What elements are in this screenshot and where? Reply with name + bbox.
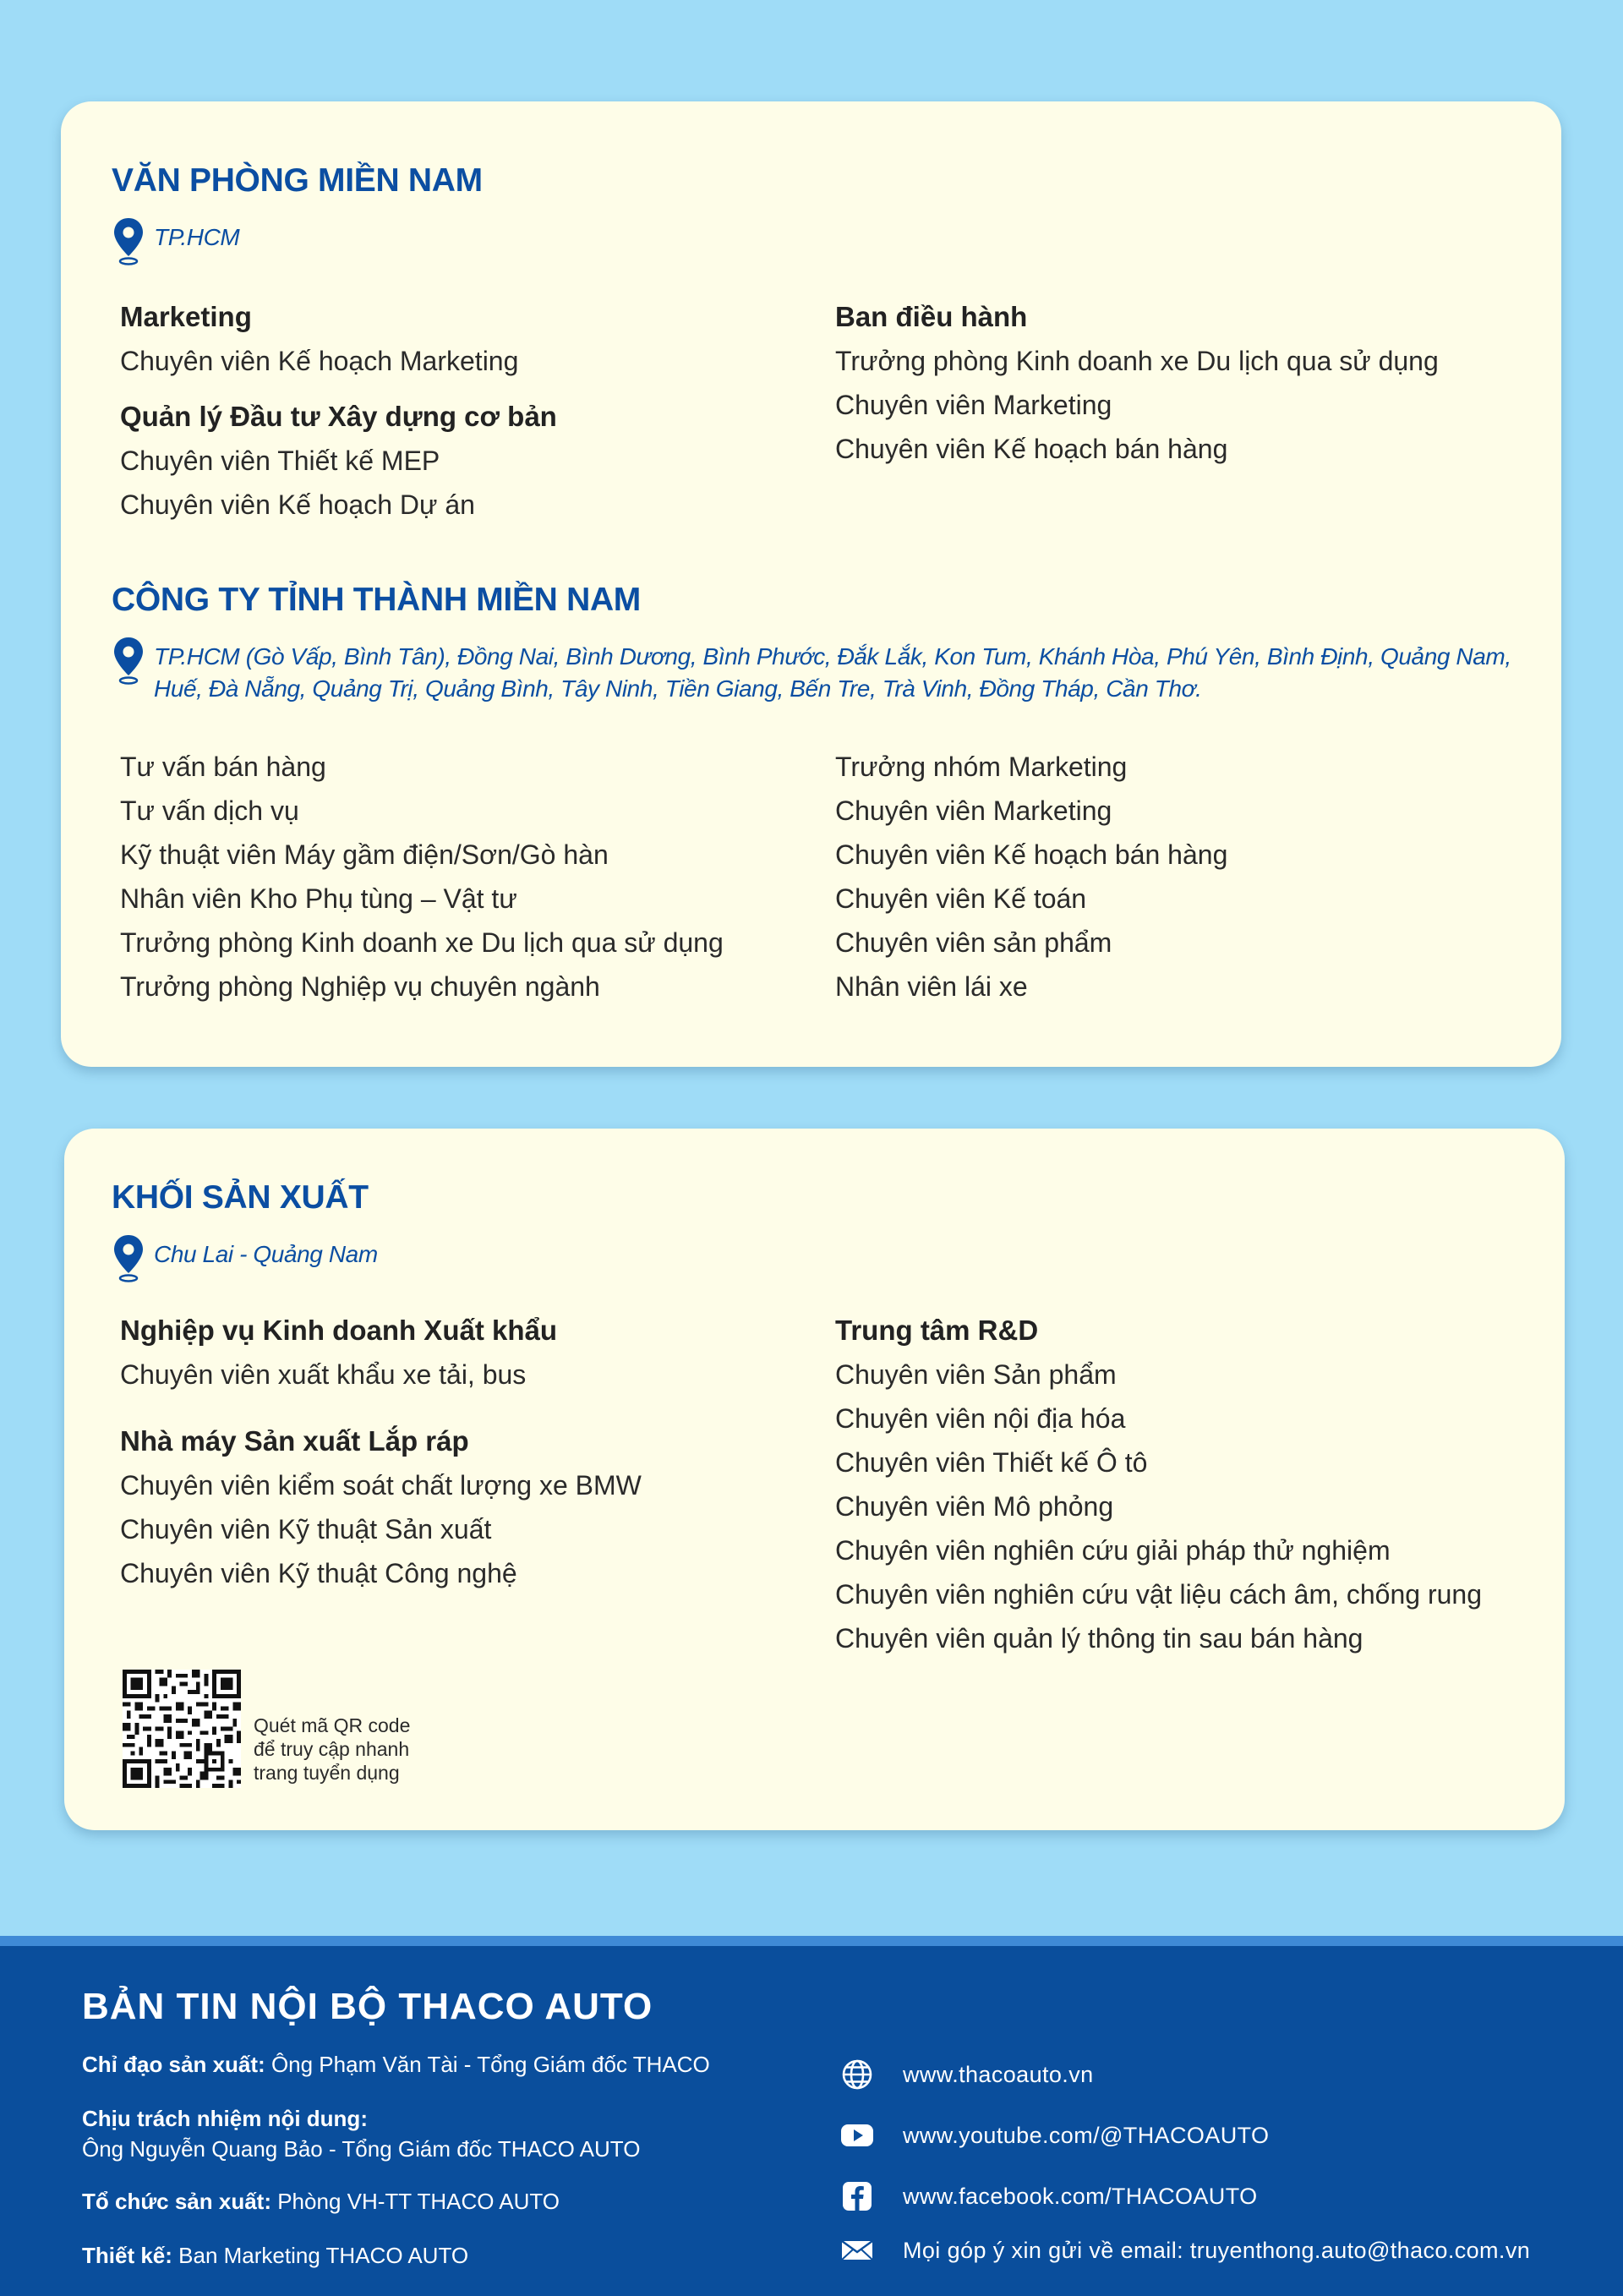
production-right-column	[835, 1309, 1482, 1660]
newsletter-title: BẢN TIN NỘI BỘ THACO AUTO	[82, 1986, 653, 2027]
facebook-icon	[840, 2179, 874, 2213]
location-south-office	[112, 221, 1557, 269]
website-link[interactable]: www.thacoauto.vn	[903, 2061, 1094, 2087]
credit-design: Thiết kế: Ban Marketing THACO AUTO	[82, 2243, 469, 2268]
job-item: Tư vấn bán hàng	[120, 752, 326, 782]
dept-heading: Nghiệp vụ Kinh doanh Xuất khẩu	[120, 1315, 558, 1346]
dept-heading: Trung tâm R&D	[835, 1315, 1039, 1346]
credit-production-director: Chỉ đạo sản xuất: Ông Phạm Văn Tài - Tổng Giám đốc THACO	[82, 2052, 710, 2077]
job-item: Nhân viên Kho Phụ tùng – Vật tư	[120, 883, 517, 914]
location-province-companies	[112, 641, 1557, 705]
job-item: Chuyên viên Thiết kế Ô tô	[835, 1447, 1148, 1478]
contact-facebook[interactable]	[840, 2179, 1258, 2213]
job-item: Chuyên viên xuất khẩu xe tải, bus	[120, 1359, 527, 1390]
dept-heading: Marketing	[120, 301, 252, 332]
newsletter-footer	[0, 1936, 1623, 2296]
section-title-production: KHỐI SẢN XUẤT	[112, 1179, 369, 1216]
mail-icon	[840, 2233, 874, 2267]
job-item: Chuyên viên Kế hoạch Marketing	[120, 346, 519, 376]
job-item: Chuyên viên nghiên cứu giải pháp thử nghiệm	[835, 1535, 1391, 1566]
location-text: Chu Lai - Quảng Nam	[154, 1241, 378, 1267]
dept-heading: Nhà máy Sản xuất Lắp ráp	[120, 1425, 469, 1457]
credit-production-organizer: Tổ chức sản xuất: Phòng VH-TT THACO AUTO	[82, 2189, 560, 2214]
job-item: Chuyên viên nội địa hóa	[835, 1403, 1126, 1434]
section-title-south-office: VĂN PHÒNG MIỀN NAM	[112, 162, 483, 199]
job-item: Trưởng nhóm Marketing	[835, 752, 1128, 782]
facebook-link[interactable]: www.facebook.com/THACOAUTO	[903, 2183, 1258, 2209]
dept-heading: Ban điều hành	[835, 301, 1028, 332]
job-item: Chuyên viên Sản phẩm	[835, 1359, 1117, 1390]
job-item: Chuyên viên Marketing	[835, 795, 1112, 826]
job-item: Chuyên viên Kế hoạch bán hàng	[835, 434, 1228, 464]
youtube-link[interactable]: www.youtube.com/@THACOAUTO	[903, 2122, 1270, 2148]
job-item: Nhân viên lái xe	[835, 971, 1028, 1002]
location-pin-icon	[112, 216, 145, 269]
dept-heading: Quản lý Đầu tư Xây dựng cơ bản	[120, 401, 557, 432]
job-item: Chuyên viên Kế hoạch bán hàng	[835, 839, 1228, 870]
job-item: Trưởng phòng Kinh doanh xe Du lịch qua sử dụng	[120, 927, 724, 958]
credit-content-responsibility: Chịu trách nhiệm nội dung: Ông Nguyễn Quang Bảo - Tổng Giám đốc THACO AUTO	[82, 2106, 641, 2162]
contact-email[interactable]	[840, 2233, 1530, 2267]
job-item: Chuyên viên Thiết kế MEP	[120, 446, 440, 476]
location-pin-icon	[112, 636, 145, 688]
qr-caption: Quét mã QR code để truy cập nhanh trang tuyển dụng	[254, 1714, 411, 1784]
job-item: Chuyên viên Kỹ thuật Công nghệ	[120, 1558, 517, 1588]
job-item: Chuyên viên Kế hoạch Dự án	[120, 489, 475, 520]
south-office-left-column	[120, 295, 557, 527]
location-pin-icon	[112, 1233, 145, 1286]
job-item: Chuyên viên kiểm soát chất lượng xe BMW	[120, 1470, 642, 1501]
province-left-column	[120, 745, 724, 1009]
province-right-column	[835, 745, 1227, 1009]
job-item: Chuyên viên quản lý thông tin sau bán hàng	[835, 1623, 1363, 1654]
job-item: Chuyên viên Marketing	[835, 390, 1112, 420]
globe-icon	[840, 2058, 874, 2091]
job-item: Chuyên viên Kỹ thuật Sản xuất	[120, 1514, 492, 1544]
south-office-right-column	[835, 295, 1439, 471]
contact-website[interactable]	[840, 2058, 1094, 2091]
job-item: Chuyên viên nghiên cứu vật liệu cách âm, chống rung	[835, 1579, 1482, 1610]
job-item: Chuyên viên sản phẩm	[835, 927, 1112, 958]
job-item: Trưởng phòng Nghiệp vụ chuyên ngành	[120, 971, 600, 1002]
job-item: Trưởng phòng Kinh doanh xe Du lịch qua sử dụng	[835, 346, 1439, 376]
job-item: Tư vấn dịch vụ	[120, 795, 299, 826]
job-item: Chuyên viên Mô phỏng	[835, 1491, 1114, 1522]
job-item: Chuyên viên Kế toán	[835, 883, 1087, 914]
email-text[interactable]: Mọi góp ý xin gửi về email: truyenthong.auto@thaco.com.vn	[903, 2237, 1531, 2263]
location-text: TP.HCM	[154, 224, 240, 250]
recruitment-qr-code[interactable]	[123, 1670, 241, 1788]
location-production	[112, 1238, 1557, 1286]
location-text: TP.HCM (Gò Vấp, Bình Tân), Đồng Nai, Bình Dương, Bình Phước, Đắk Lắk, Kon Tum, Khánh Hòa, Phú Yên, Bình Định, Quảng Nam, Huế, Đà Nẵng, Quảng Trị, Quảng Bình, Tây Ninh, Tiền Giang, Bến Tre, Trà Vinh, Đồng Tháp, Cần Thơ.	[154, 643, 1511, 702]
production-left-column	[120, 1309, 642, 1595]
job-item: Kỹ thuật viên Máy gầm điện/Sơn/Gò hàn	[120, 839, 609, 870]
youtube-icon	[840, 2118, 874, 2152]
contact-youtube[interactable]	[840, 2118, 1269, 2152]
section-title-province-companies: CÔNG TY TỈNH THÀNH MIỀN NAM	[112, 582, 641, 618]
